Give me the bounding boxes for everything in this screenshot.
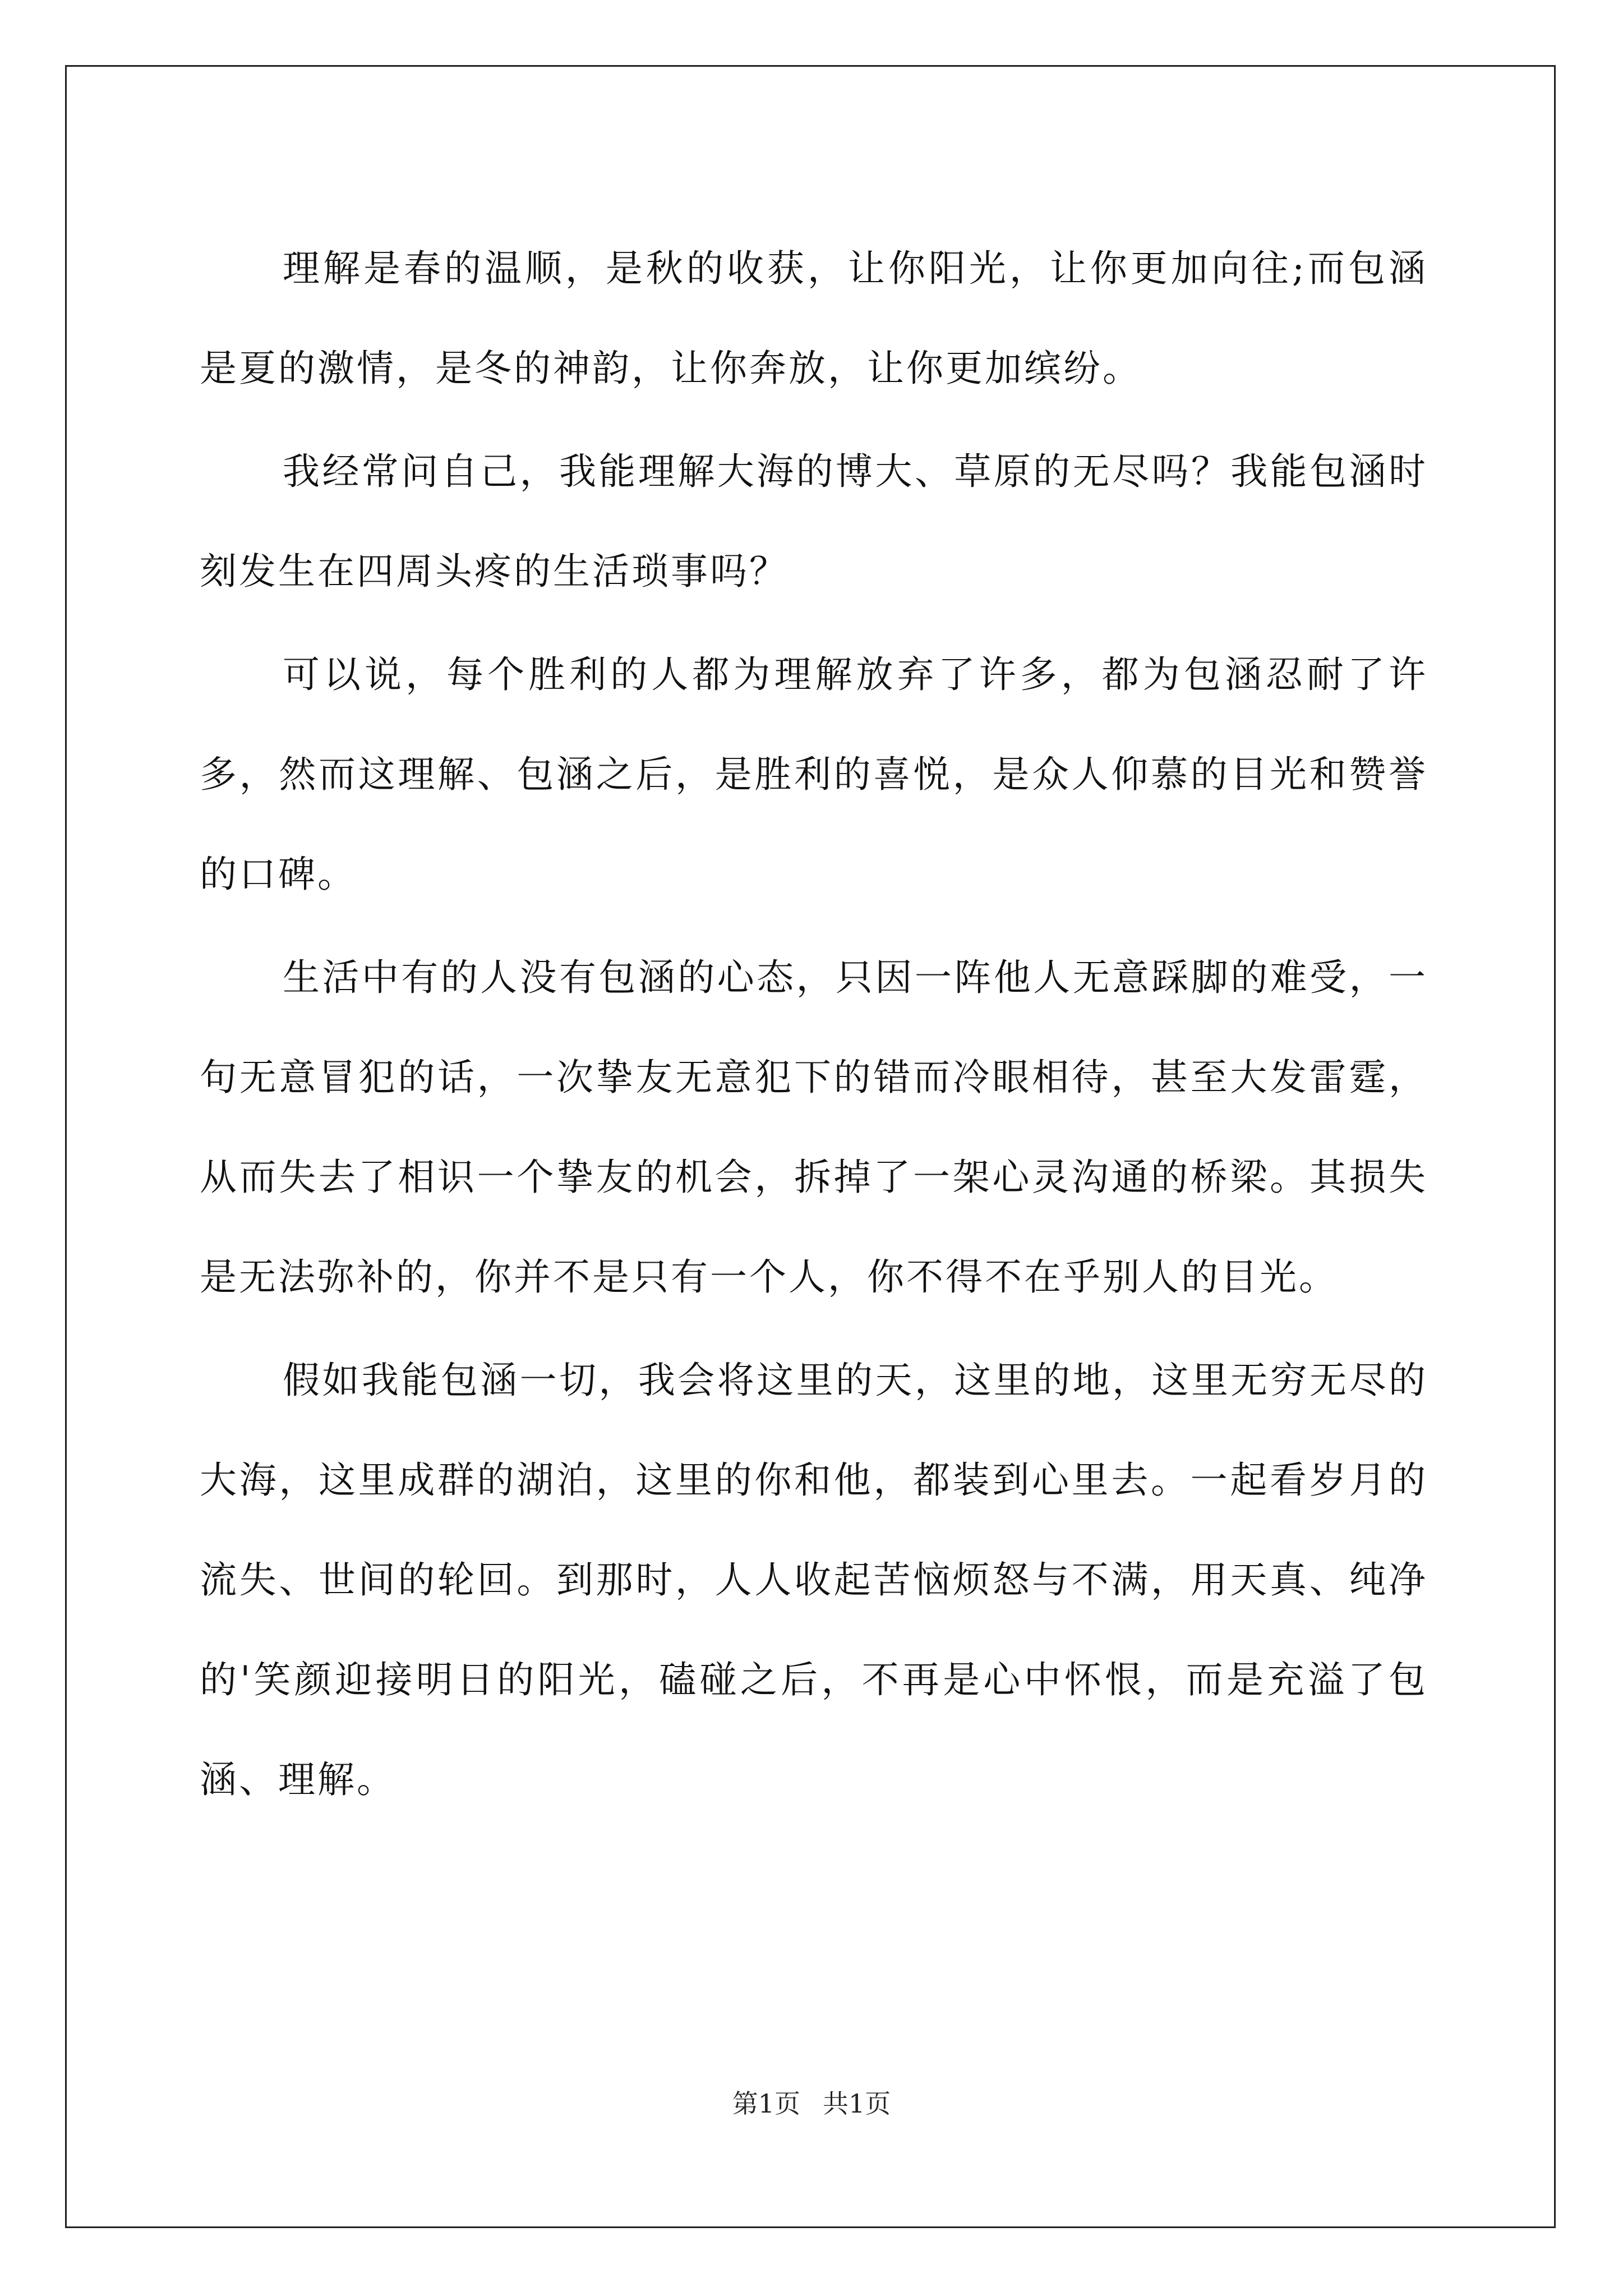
paragraph-4: 生活中有的人没有包涵的心态，只因一阵他人无意踩脚的难受，一句无意冒犯的话，一次挚友无意犯下的错而冷眼相待，甚至大发雷霆，从而失去了相识一个挚友的机会，拆掉了一架心灵沟通的桥梁。其损失是无法弥补的，你并不是只有一个人，你不得不在乎别人的目光。	[200, 956, 1428, 1299]
page-number-current: 第1页	[732, 2088, 800, 2119]
page-footer	[0, 2087, 1623, 2120]
paragraph-1: 理解是春的温顺，是秋的收获，让你阳光，让你更加向往;而包涵是夏的激情，是冬的神韵，让你奔放，让你更加缤纷。	[200, 247, 1428, 390]
paragraph-3: 可以说，每个胜利的人都为理解放弃了许多，都为包涵忍耐了许多，然而这理解、包涵之后，是胜利的喜悦，是众人仰慕的目光和赞誉的口碑。	[200, 653, 1428, 896]
paragraph-2: 我经常问自己，我能理解大海的博大、草原的无尽吗？我能包涵时刻发生在四周头疼的生活琐事吗？	[200, 450, 1428, 593]
paragraph-5: 假如我能包涵一切，我会将这里的天，这里的地，这里无穷无尽的大海，这里成群的湖泊，这里的你和他，都装到心里去。一起看岁月的流失、世间的轮回。到那时，人人收起苦恼烦怒与不满，用天真、纯净的'笑颜迎接明日的阳光，磕碰之后，不再是心中怀恨，而是充溢了包涵、理解。	[200, 1359, 1428, 1801]
document-body	[200, 219, 1428, 1833]
page-number-total: 共1页	[823, 2088, 891, 2119]
